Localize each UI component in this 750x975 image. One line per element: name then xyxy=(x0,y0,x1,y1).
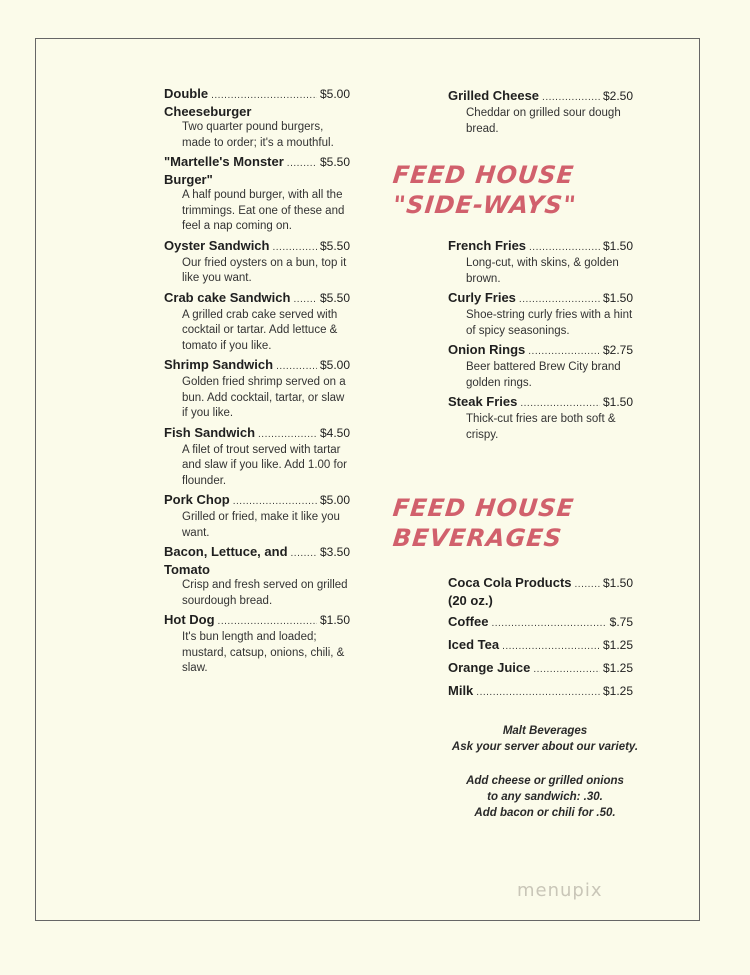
menu-item xyxy=(164,492,350,541)
leader-dots xyxy=(520,396,600,412)
item-price: $5.50 xyxy=(319,290,350,305)
item-price: $4.50 xyxy=(319,425,350,440)
menu-item xyxy=(164,357,350,422)
leader-dots xyxy=(476,685,600,701)
item-price: $2.50 xyxy=(602,89,633,103)
item-name: Curly Fries xyxy=(448,290,516,305)
beverages-section-title xyxy=(393,493,574,553)
item-name: Coca Cola Products xyxy=(448,575,572,590)
item-name: Coffee xyxy=(448,614,489,629)
leader-dots xyxy=(218,614,317,630)
menu-item xyxy=(164,544,350,609)
item-name: Milk xyxy=(448,683,474,698)
menu-item xyxy=(164,425,350,490)
menu-notes xyxy=(420,723,670,821)
leader-dots xyxy=(542,90,600,106)
leader-dots xyxy=(258,427,317,443)
item-description: Our fried oysters on a bun, top it like you want. xyxy=(182,256,347,284)
item-price: $5.00 xyxy=(319,358,350,372)
malt-text: Ask your server about our variety. xyxy=(451,741,639,753)
leader-dots xyxy=(491,616,606,632)
item-price: $3.50 xyxy=(319,545,350,559)
leader-dots xyxy=(233,494,317,510)
item-price: $.75 xyxy=(609,615,633,629)
item-price: $2.75 xyxy=(602,343,633,357)
item-price: $1.25 xyxy=(602,661,633,675)
menu-item xyxy=(448,683,633,701)
menu-item xyxy=(448,660,633,678)
item-description: Grilled or fried, make it like you want. xyxy=(182,511,340,539)
item-name: "Martelle's Monster xyxy=(164,154,284,169)
item-name: Bacon, Lettuce, and xyxy=(164,544,288,559)
section-title-line: BEVERAGES xyxy=(391,524,564,552)
item-description: Thick-cut fries are both soft & crispy. xyxy=(466,413,616,441)
menu-item xyxy=(164,154,350,235)
leader-dots xyxy=(211,88,317,104)
menu-item xyxy=(448,637,633,655)
item-name: Hot Dog xyxy=(164,612,215,627)
leader-dots xyxy=(528,344,600,360)
item-price: $1.50 xyxy=(602,395,633,409)
item-description: It's bun length and loaded; mustard, catsup, onions, chili, & slaw. xyxy=(182,631,345,674)
section-title-line: "SIDE-WAYS" xyxy=(391,191,579,219)
item-name: Oyster Sandwich xyxy=(164,237,270,253)
item-description: A filet of trout served with tartar and slaw if you like. Add 1.00 for flounder. xyxy=(182,443,347,487)
item-description: Long-cut, with skins, & golden brown. xyxy=(466,257,619,285)
item-price: $1.50 xyxy=(319,613,350,627)
item-price: $1.50 xyxy=(602,239,633,253)
item-name-cont: Burger" xyxy=(164,172,213,187)
item-price: $5.50 xyxy=(319,155,350,169)
item-description: Beer battered Brew City brand golden rings. xyxy=(466,361,621,389)
beverages-list xyxy=(448,575,633,706)
leader-dots xyxy=(287,156,317,172)
item-price: $1.50 xyxy=(602,291,633,305)
addon-note: Add cheese or grilled onions xyxy=(466,775,624,787)
menu-item xyxy=(448,394,633,443)
leader-dots xyxy=(575,577,600,593)
item-name: Steak Fries xyxy=(448,394,518,409)
item-name-cont: Tomato xyxy=(164,562,210,577)
item-description: Two quarter pound burgers, made to order; it's a mouthful. xyxy=(182,121,334,149)
item-name: French Fries xyxy=(448,238,527,253)
item-name: Orange Juice xyxy=(448,660,531,675)
leader-dots xyxy=(276,359,317,375)
malt-title: Malt Beverages xyxy=(502,725,588,737)
item-price: $5.00 xyxy=(319,87,350,101)
item-price: $1.25 xyxy=(602,684,633,698)
menu-item xyxy=(448,614,633,632)
item-name: Pork Chop xyxy=(164,492,230,507)
leader-dots xyxy=(272,240,316,256)
menu-item xyxy=(164,86,350,151)
item-price: $5.00 xyxy=(319,493,350,507)
item-name-cont: (20 oz.) xyxy=(448,593,493,608)
menu-item xyxy=(448,290,633,339)
item-name: Crab cake Sandwich xyxy=(164,289,291,305)
spacer xyxy=(420,755,670,773)
menu-item xyxy=(448,342,633,391)
section-title-line: FEED HOUSE xyxy=(391,161,576,189)
item-description: A grilled crab cake served with cocktail or tartar. Add lettuce & tomato if you like. xyxy=(182,308,338,352)
right-top-item-column xyxy=(448,88,633,140)
item-description: Crisp and fresh served on grilled sourdough bread. xyxy=(182,579,348,607)
item-name: Grilled Cheese xyxy=(448,88,540,103)
item-name: Fish Sandwich xyxy=(164,424,256,440)
item-price: $1.25 xyxy=(602,638,633,652)
watermark-logo: menupix xyxy=(517,880,603,901)
addon-note: to any sandwich: .30. xyxy=(487,791,603,803)
item-description: A half pound burger, with all the trimmings. Eat one of these and feel a nap coming on. xyxy=(182,189,345,232)
menu-item xyxy=(164,238,350,287)
left-menu-column xyxy=(164,86,350,680)
leader-dots xyxy=(533,662,600,678)
leader-dots xyxy=(293,292,317,308)
menu-item xyxy=(164,612,350,677)
item-name: Shrimp Sandwich xyxy=(164,357,274,372)
leader-dots xyxy=(502,639,600,655)
menu-item xyxy=(448,238,633,287)
item-name: Onion Rings xyxy=(448,342,526,357)
item-name: Double xyxy=(164,86,209,101)
item-price: $5.50 xyxy=(319,238,350,253)
leader-dots xyxy=(291,546,317,562)
sides-section-title xyxy=(393,160,577,220)
leader-dots xyxy=(519,292,600,308)
item-name: Iced Tea xyxy=(448,637,500,652)
menu-item xyxy=(448,575,633,609)
menu-item xyxy=(448,88,633,137)
addon-note: Add bacon or chili for .50. xyxy=(474,807,616,819)
section-title-line: FEED HOUSE xyxy=(391,494,576,522)
item-description: Cheddar on grilled sour dough bread. xyxy=(466,107,621,135)
item-price: $1.50 xyxy=(602,576,633,590)
item-name-cont: Cheeseburger xyxy=(164,104,252,119)
leader-dots xyxy=(529,240,600,256)
sides-list xyxy=(448,238,633,446)
item-description: Shoe-string curly fries with a hint of spicy seasonings. xyxy=(466,309,633,337)
item-description: Golden fried shrimp served on a bun. Add cocktail, tartar, or slaw if you like. xyxy=(182,376,346,419)
menu-item xyxy=(164,290,350,355)
